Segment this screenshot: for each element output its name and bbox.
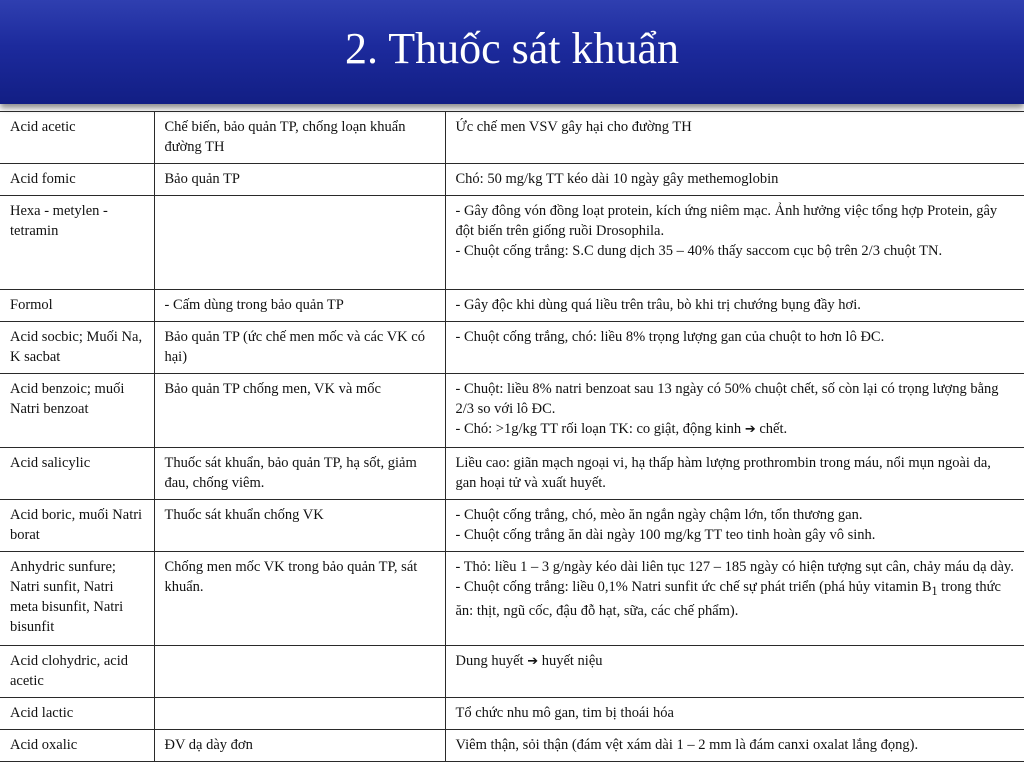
effect-cell — [445, 112, 1024, 164]
substance-name: Hexa - metylen - tetramin — [10, 203, 108, 239]
usage-text: Thuốc sát khuẩn chống VK — [164, 507, 324, 523]
table-row — [0, 322, 1024, 374]
substance-cell — [0, 730, 154, 762]
substance-name: Formol — [10, 297, 53, 313]
usage-cell — [154, 164, 445, 196]
effect-cell — [445, 448, 1024, 500]
table-row — [0, 164, 1024, 196]
effect-text: - Gây độc khi dùng quá liều trên trâu, bò khi trị chướng bụng đầy hơi. — [455, 297, 861, 313]
usage-cell — [154, 290, 445, 322]
usage-text: Chế biến, bảo quản TP, chống loạn khuẩn đường TH — [164, 119, 406, 155]
effect-text: Liều cao: giãn mạch ngoại vi, hạ thấp hàm lượng prothrombin trong máu, nổi mụn ngoài da, gan hoại tử và xuất huyết. — [455, 455, 991, 491]
slide-header — [0, 0, 1024, 104]
usage-text: Chống men mốc VK trong bảo quản TP, sát khuẩn. — [164, 559, 418, 595]
usage-text: Thuốc sát khuẩn, bảo quản TP, hạ sốt, giảm đau, chống viêm. — [164, 455, 417, 491]
substance-name: Acid fomic — [10, 171, 76, 187]
effect-text-with-arrow: - Chó: >1g/kg TT rối loạn TK: co giật, động kinh ➔ chết. — [455, 421, 788, 437]
substance-name: Acid benzoic; muối Natri benzoat — [10, 381, 125, 417]
substance-cell — [0, 646, 154, 698]
usage-text: Bảo quản TP chống men, VK và mốc — [164, 381, 381, 397]
effect-cell — [445, 500, 1024, 552]
effect-text: - Chuột cống trắng ăn dài ngày 100 mg/kg TT teo tinh hoàn gây vô sinh. — [455, 527, 876, 543]
usage-cell — [154, 698, 445, 730]
substance-name: Anhydric sunfure; Natri sunfit, Natri meta bisunfit, Natri bisunfit — [10, 559, 124, 635]
usage-cell — [154, 448, 445, 500]
usage-text: Bảo quản TP (ức chế men mốc và các VK có hại) — [164, 329, 425, 365]
substance-cell — [0, 290, 154, 322]
usage-cell — [154, 196, 445, 290]
substance-cell — [0, 112, 154, 164]
substance-name: Acid salicylic — [10, 455, 91, 471]
effect-cell — [445, 164, 1024, 196]
effect-text: - Chuột cống trắng: S.C dung dịch 35 – 40% thấy saccom cục bộ trên 2/3 chuột TN. — [455, 243, 943, 259]
usage-cell — [154, 730, 445, 762]
effect-text: - Gây đông vón đồng loạt protein, kích ứng niêm mạc. Ảnh hưởng việc tổng hợp Protein, gây đột biến trên giống ruồi Drosophila. — [455, 203, 998, 239]
substance-name: Acid oxalic — [10, 737, 78, 753]
substance-name: Acid boric, muối Natri borat — [10, 507, 143, 543]
substance-cell — [0, 374, 154, 448]
table-row — [0, 196, 1024, 290]
usage-cell — [154, 112, 445, 164]
effect-text: Ức chế men VSV gây hại cho đường TH — [455, 119, 692, 135]
effect-cell — [445, 374, 1024, 448]
substance-cell — [0, 698, 154, 730]
substance-cell — [0, 500, 154, 552]
usage-text: ĐV dạ dày đơn — [164, 737, 253, 753]
substance-name: Acid socbic; Muối Na, K sacbat — [10, 329, 143, 365]
effect-text: - Thỏ: liều 1 – 3 g/ngày kéo dài liên tục 127 – 185 ngày có hiện tượng sụt cân, chảy máu dạ dày. — [455, 559, 1014, 575]
arrow-right-icon: ➔ — [527, 654, 539, 669]
effect-text-with-subscript: - Chuột cống trắng: liều 0,1% Natri sunfit ức chế sự phát triển (phá hủy vitamin $B_1$ trong thức ăn: thịt, ngũ cốc, đậu đỗ hạt, sữa, các chế phẩm). — [455, 579, 1001, 619]
table-row — [0, 646, 1024, 698]
effect-text: - Chuột cống trắng, chó: liều 8% trọng lượng gan của chuột to hơn lô ĐC. — [455, 329, 885, 345]
usage-cell — [154, 322, 445, 374]
effect-text: - Chuột cống trắng, chó, mèo ăn ngắn ngày chậm lớn, tổn thương gan. — [455, 507, 863, 523]
table-row — [0, 500, 1024, 552]
effect-text: Viêm thận, sỏi thận (đám vệt xám dài 1 – 2 mm là đám canxi oxalat lắng đọng). — [455, 737, 919, 753]
toxicity-table — [0, 111, 1024, 762]
subscript: 1 — [931, 583, 938, 598]
usage-cell — [154, 646, 445, 698]
effect-text: Chó: 50 mg/kg TT kéo dài 10 ngày gây methemoglobin — [455, 171, 779, 187]
substance-name: Acid acetic — [10, 119, 76, 135]
effect-cell — [445, 290, 1024, 322]
table-row — [0, 698, 1024, 730]
substance-cell — [0, 552, 154, 646]
table-row — [0, 290, 1024, 322]
usage-text: - Cấm dùng trong bảo quản TP — [164, 297, 344, 313]
usage-cell — [154, 500, 445, 552]
effect-cell — [445, 730, 1024, 762]
effect-cell — [445, 698, 1024, 730]
effect-cell — [445, 196, 1024, 290]
table-row — [0, 112, 1024, 164]
substance-name: Acid lactic — [10, 705, 74, 721]
effect-text-with-arrow: Dung huyết ➔ huyết niệu — [455, 653, 603, 669]
table-row — [0, 374, 1024, 448]
usage-text: Bảo quản TP — [164, 171, 240, 187]
usage-cell — [154, 552, 445, 646]
substance-cell — [0, 322, 154, 374]
usage-cell — [154, 374, 445, 448]
table-row — [0, 730, 1024, 762]
effect-cell — [445, 552, 1024, 646]
effect-cell — [445, 646, 1024, 698]
substance-name: Acid clohydric, acid acetic — [10, 653, 128, 689]
substance-cell — [0, 196, 154, 290]
table-row — [0, 552, 1024, 646]
effect-cell — [445, 322, 1024, 374]
arrow-right-icon: ➔ — [744, 422, 756, 437]
substance-cell — [0, 164, 154, 196]
effect-text: Tổ chức nhu mô gan, tim bị thoái hóa — [455, 705, 674, 721]
slide-title: 2. Thuốc sát khuẩn — [344, 24, 680, 73]
table-row — [0, 448, 1024, 500]
effect-text: - Chuột: liều 8% natri benzoat sau 13 ngày có 50% chuột chết, số còn lại có trọng lượng bằng 2/3 so với lô ĐC. — [455, 381, 999, 417]
toxicity-table-container — [0, 111, 1024, 762]
substance-cell — [0, 448, 154, 500]
